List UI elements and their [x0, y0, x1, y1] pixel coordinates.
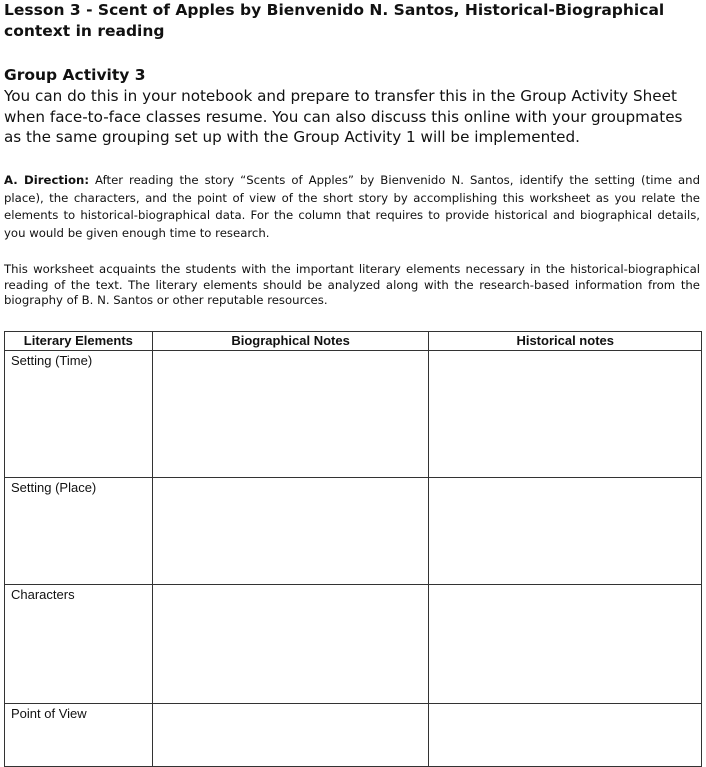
- table-row: [5, 478, 702, 585]
- direction-text: After reading the story “Scents of Apples” by Bienvenido N. Santos, identify the setting (time and place), the characters, and the point of view of the short story by accomplishing this worksheet as you relate the elements to historical-biographical data. For the column that requires to provide historical and biographical details, you would be given enough time to research.: [4, 173, 701, 240]
- table-row: [5, 704, 702, 767]
- element-cell: Setting (Place): [5, 478, 153, 585]
- worksheet-note: This worksheet acquaints the students with the important literary elements necessary in the historical-biographical reading of the text. The literary elements should be analyzed along with the research-based information from the biography of B. N. Santos or other reputable resources.: [4, 262, 700, 307]
- header-literary-elements: Literary Elements: [5, 332, 153, 351]
- historical-cell: [429, 478, 702, 585]
- historical-cell: [429, 585, 702, 704]
- direction-paragraph: [4, 172, 700, 242]
- lesson-title: Lesson 3 - Scent of Apples by Bienvenido N. Santos, Historical-Biographical context in reading: [4, 1, 665, 40]
- element-cell: Setting (Time): [5, 351, 153, 478]
- historical-cell: [429, 704, 702, 767]
- activity-heading: Group Activity 3: [4, 66, 146, 84]
- header-biographical-notes: Biographical Notes: [152, 332, 429, 351]
- table-row: [5, 585, 702, 704]
- direction-label: A. Direction:: [4, 173, 89, 187]
- header-historical-notes: Historical notes: [429, 332, 702, 351]
- element-cell: Point of View: [5, 704, 153, 767]
- historical-cell: [429, 351, 702, 478]
- element-cell: Characters: [5, 585, 153, 704]
- table-header-row: [5, 332, 702, 351]
- biographical-cell: [152, 704, 429, 767]
- table-row: [5, 351, 702, 478]
- biographical-cell: [152, 351, 429, 478]
- literary-elements-table: [4, 331, 702, 767]
- biographical-cell: [152, 585, 429, 704]
- biographical-cell: [152, 478, 429, 585]
- activity-instructions: You can do this in your notebook and prepare to transfer this in the Group Activity Sheet when face-to-face classes resume. You can also discuss this online with your groupmates as the same grouping set up with the Group Activity 1 will be implemented.: [4, 87, 683, 146]
